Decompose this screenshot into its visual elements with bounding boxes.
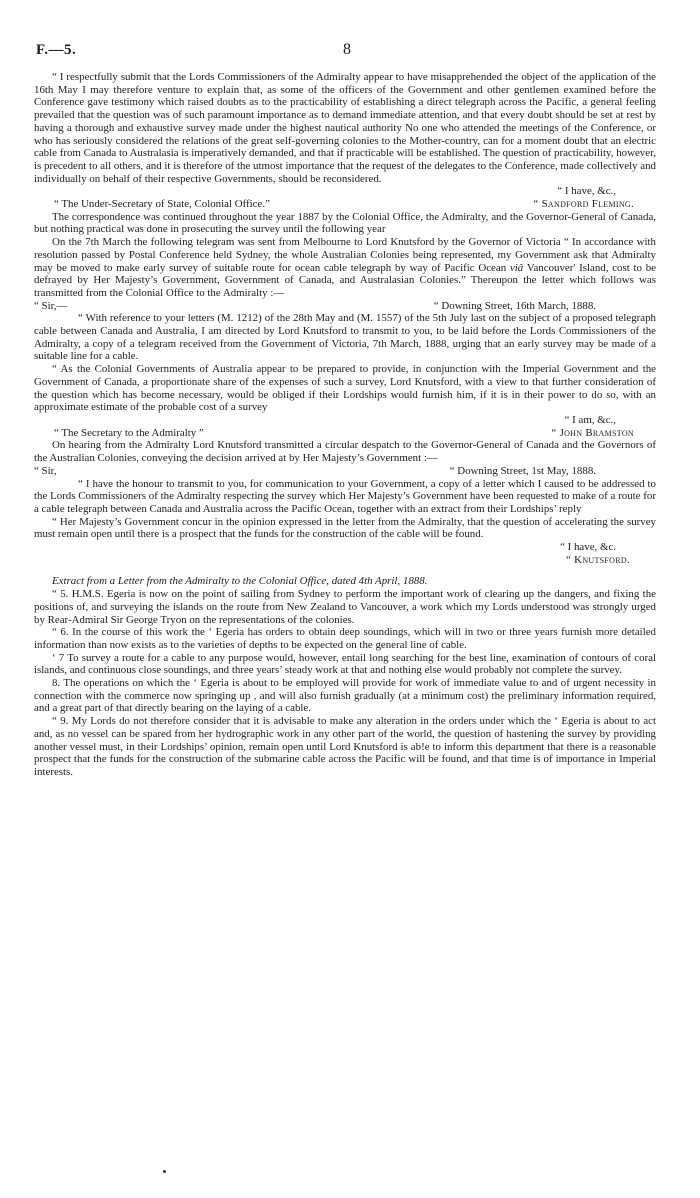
letter2-heading: [34, 465, 656, 478]
paragraph-telegram: [34, 236, 656, 300]
paragraph-circular-despatch: On hearing from the Admiralty Lord Knutsford transmitted a circular despatch to the Governor-General of Canada and the Governors of the Australian Colonies, conveying the decision arrived at by Her Majesty’s Government :—: [34, 439, 656, 465]
letter2-closing: “ I have, &c.: [560, 541, 616, 554]
paragraph-correspondence: The correspondence was continued throughout the year 1887 by the Colonial Office, the Admiralty, and the Governor-General of Canada, but nothing practical was done in prosecuting the survey until the following year: [34, 210, 656, 236]
telegram-text-end: Vancouver' Island, cost to be defrayed by Her Majesty’s Government, Government of Canada, and Australasian Colonies.” Thereupon the letter which follows was transmitted from the Colonial Office to the Admiralty :—: [34, 261, 656, 299]
telegram-text-start: On the 7th March the following telegram was sent from Melbourne to Lord Knutsford by the Governor of Victoria “ In accordance with resolution passed by Postal Conference held Sydney, the whole Australian Colonies being represented, my Government ask that Admiralty may be moved to make early survey of suitable route for ocean cable telegraph by way of Pacific Ocean: [34, 236, 656, 274]
extract-paragraph-8: 8. The operations on which the ‘ Egeria is about to be employed will provide for work of immediate value to and of urgent necessity in connection with the commerce now springing up , and will also furnish gradually (at a minimum cost) the preliminary information required, and a great part of that directly bearing on the laying of a cable.: [34, 677, 656, 715]
page-number: 8: [343, 41, 351, 58]
document-reference: F.—5.: [36, 42, 77, 58]
extract-paragraph-5: “ 5. H.M.S. Egeria is now on the point of sailing from Sydney to perform the important work of clearing up the dangers, and fixing the positions of, and surveying the islands on the route from New Zealand to Vancouver, a work which my Lords understood was strongly urged by Rear-Admiral Sir George Tryon on the representations of the colonies.: [34, 588, 656, 626]
telegram-via: viâ: [509, 261, 524, 274]
signer-fleming: “ Sandford Fleming.: [533, 198, 634, 211]
letter1-closing: “ I am, &c.,: [564, 413, 616, 426]
letter2-address: “ Downing Street, 1st May, 1888.: [449, 464, 596, 477]
letter1-body-2: “ As the Colonial Governments of Australia appear to be prepared to provide, in conjunction with the Imperial Government and the Government of Canada, a proportionate share of the expenses of such a survey, Lord Knutsford, with a view to that further consideration of the question which has become necessary, would be obliged if their Lordships would furnish him, if it is in their power to do so, with an approximate estimate of the probable cost of a survey: [34, 363, 656, 414]
letter1-heading: [34, 300, 656, 313]
document-body: [34, 71, 656, 779]
addressee-admiralty: “ The Secretary to the Admiralty ”: [54, 426, 204, 439]
signer-bramston: “ John Bramston: [551, 426, 634, 439]
letter2-salutation: “ Sir,: [34, 464, 57, 477]
extract-paragraph-9: “ 9. My Lords do not therefore consider that it is advisable to make any alteration in the orders under which the ‘ Egeria is about to act and, as no vessel can be spared from her hydrographic work in any other part of the world, the question of hastening the survey by providing another vessel must, in their Lordships’ opinion, remain open until Lord Knutsford is ab!e to inform this department that there is a reasonable prospect that the funds for the construction of the submarine cable across the Pacific will be found, and that time is of importance in Imperial interests.: [34, 715, 656, 778]
closing-fleming: “ I have, &c.,: [557, 185, 616, 198]
print-speck: [163, 1170, 166, 1173]
letter2-body-1: “ I have the honour to transmit to you, for communication to your Government, a copy of a letter which I caused to be addressed to the Lords Commissioners of the Admiralty respecting the survey which Her Majesty’s Government have been requested to make of a route for a cable telegraph between Canada and Australia across the Pacific Ocean, together with an extract from their Lordships’ reply: [34, 477, 656, 515]
extract-paragraph-6: “ 6. In the course of this work the ‘ Egeria has orders to obtain deep soundings, which will in two or three years furnish more detailed information than now exists as to the varieties of depths to be expected on the general line of cable.: [34, 626, 656, 651]
letter1-body-1: “ With reference to your letters (M. 1212) of the 28th May and (M. 1557) of the 5th July last on the subject of a proposed telegraph cable between Canada and Australia, I am directed by Lord Knutsford to transmit to you, to be laid before the Lords Commissioners of the Admiralty, a copy of a telegram received from the Government of Victoria, 7th March, 1888, urging that an early survey may be made of a suitable line for a cable.: [34, 312, 656, 363]
extract-paragraph-7: ‘ 7 To survey a route for a cable to any purpose would, however, entail long searching for the best line, examination of contours of coral islands, and continuous close soundings, and three years’ steady work at that and nothing else would probably not complete the survey.: [34, 651, 656, 677]
extract-title: Extract from a Letter from the Admiralty to the Colonial Office, dated 4th April, 1888.: [52, 575, 428, 588]
addressee-colonial-office: “ The Under-Secretary of State, Colonial Office.”: [54, 198, 270, 211]
signer-knutsford: “ Knutsford.: [566, 553, 630, 566]
signature-block-bramston: [34, 427, 656, 440]
letter2-body-2: “ Her Majesty’s Government concur in the opinion expressed in the letter from the Admiralty, that the question of accelerating the survey must remain open until there is a prospect that the funds for the construction of the cable will be found.: [34, 515, 656, 541]
signature-block-fleming: [34, 198, 656, 211]
paragraph-fleming-letter: “ I respectfully submit that the Lords Commissioners of the Admiralty appear to have misapprehended the object of the application of the 16th May I may therefore venture to explain that, as some of the officers of the Government and other gentlemen examined before the Conference gave testimony which raised doubts as to the practicability of establishing a direct telegraph across the Pacific, a general feeling prevailed that the question was of such paramount importance as to demand immediate attention, and that every doubt should be set at rest by having a thorough and exhaustive survey made under the highest nautical authority No one who attended the meetings of the Conference, or who has seriously considered the relations of the great self-governing colonies to the Mother-country, can for a moment doubt that an electric cable from Canada to Australasia is imperatively demanded, and that if practicable will be established. The question of practicability, however, is precedent to all others, and it is therefore of the utmost importance that the request of the delegates to the Conference, made collectively and individually on behalf of their respective Governments, should be reconsidered.: [34, 71, 656, 185]
letter1-address: “ Downing Street, 16th March, 1888.: [433, 299, 596, 312]
letter1-salutation: “ Sir,—: [34, 299, 68, 312]
